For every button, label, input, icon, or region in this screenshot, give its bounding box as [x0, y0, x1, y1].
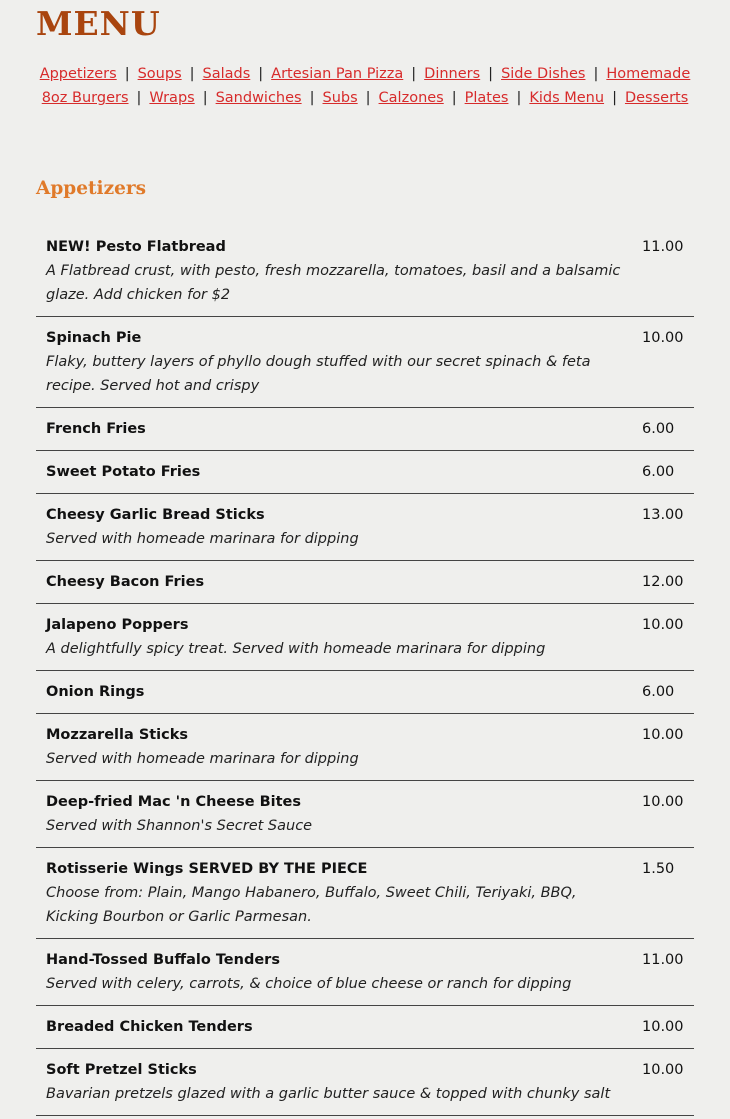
menu-item: [36, 494, 694, 561]
menu-item-info: [46, 723, 642, 771]
nav-separator: |: [593, 66, 599, 82]
menu-item-price: 12.00: [642, 574, 684, 590]
nav-link-appetizers[interactable]: Appetizers: [39, 66, 117, 82]
menu-item-info: [46, 680, 642, 704]
category-nav: [36, 62, 694, 110]
menu-item: [36, 939, 694, 1006]
menu-item-name: French Fries: [46, 421, 146, 437]
menu-item-description: A delightfully spicy treat. Served with homeade marinara for dipping: [46, 641, 546, 657]
menu-item-info: [46, 460, 642, 484]
menu-item-price: 11.00: [642, 952, 684, 968]
menu-item-name: Cheesy Bacon Fries: [46, 574, 205, 590]
nav-link-artesian-pan-pizza[interactable]: Artesian Pan Pizza: [271, 66, 404, 82]
nav-link-sandwiches[interactable]: Sandwiches: [215, 90, 302, 106]
nav-link-calzones[interactable]: Calzones: [378, 90, 444, 106]
menu-item: [36, 451, 694, 494]
nav-separator: |: [612, 90, 617, 106]
menu-item: [36, 848, 694, 939]
menu-item-name: Spinach Pie: [46, 330, 142, 346]
menu-item-info: [46, 235, 642, 307]
menu-item-info: [46, 1058, 642, 1106]
menu-item-price: 6.00: [642, 464, 675, 480]
menu-item-description: Bavarian pretzels glazed with a garlic butter sauce & topped with chunky salt: [46, 1086, 611, 1102]
nav-link-desserts[interactable]: Desserts: [624, 90, 689, 106]
menu-item-name: Cheesy Garlic Bread Sticks: [46, 507, 265, 523]
menu-item-info: [46, 1015, 642, 1039]
menu-item-description: Served with homeade marinara for dipping: [46, 531, 359, 547]
nav-link-plates[interactable]: Plates: [464, 90, 509, 106]
nav-separator: |: [124, 66, 130, 82]
menu-item: [36, 714, 694, 781]
menu-item: [36, 317, 694, 408]
nav-link-subs[interactable]: Subs: [322, 90, 358, 106]
menu-item: [36, 671, 694, 714]
nav-separator: |: [258, 66, 264, 82]
nav-separator: |: [202, 90, 208, 106]
nav-link-wraps[interactable]: Wraps: [149, 90, 195, 106]
page-title: MENU: [36, 4, 161, 43]
menu-item-price: 6.00: [642, 421, 675, 437]
menu-item-name: NEW! Pesto Flatbread: [46, 239, 226, 255]
menu-item: [36, 561, 694, 604]
menu-item-name: Rotisserie Wings SERVED BY THE PIECE: [46, 861, 368, 877]
menu-item-description: A Flatbread crust, with pesto, fresh mozzarella, tomatoes, basil and a balsamic glaze. Add chicken for $2: [46, 263, 621, 303]
menu-item-info: [46, 790, 642, 838]
nav-separator: |: [488, 66, 494, 82]
nav-link-salads[interactable]: Salads: [202, 66, 251, 82]
menu-item-info: [46, 417, 642, 441]
nav-separator: |: [451, 90, 457, 106]
menu-item-price: 10.00: [642, 727, 684, 743]
nav-separator: |: [136, 90, 142, 106]
nav-link-soups[interactable]: Soups: [137, 66, 182, 82]
nav-separator: |: [411, 66, 417, 82]
menu-item-name: Onion Rings: [46, 684, 145, 700]
menu-item-name: Sweet Potato Fries: [46, 464, 201, 480]
nav-separator: |: [516, 90, 522, 106]
menu-item-description: Served with celery, carrots, & choice of blue cheese or ranch for dipping: [46, 976, 572, 992]
menu-item-price: 11.00: [642, 239, 684, 255]
menu-item-description: Served with Shannon's Secret Sauce: [46, 818, 313, 834]
menu-item-description: Served with homeade marinara for dipping: [46, 751, 359, 767]
menu-item-info: [46, 857, 642, 929]
menu-item-name: Jalapeno Poppers: [46, 617, 189, 633]
menu-item-info: [46, 613, 642, 661]
menu-item: [36, 1049, 694, 1116]
nav-separator: |: [189, 66, 195, 82]
menu-item-description: Flaky, buttery layers of phyllo dough stuffed with our secret spinach & feta recipe. Served hot and crispy: [46, 354, 591, 394]
menu-item: [36, 408, 694, 451]
menu-item: [36, 781, 694, 848]
nav-link-dinners[interactable]: Dinners: [424, 66, 481, 82]
menu-item-price: 10.00: [642, 1019, 684, 1035]
menu-item: [36, 226, 694, 317]
nav-separator: |: [365, 90, 371, 106]
menu-item-description: Choose from: Plain, Mango Habanero, Buffalo, Sweet Chili, Teriyaki, BBQ, Kicking Bourbon or Garlic Parmesan.: [46, 885, 577, 925]
section-title: Appetizers: [36, 178, 147, 199]
menu-item-price: 6.00: [642, 684, 675, 700]
nav-link-side-dishes[interactable]: Side Dishes: [501, 66, 586, 82]
menu-item-price: 10.00: [642, 617, 684, 633]
menu-item-name: Hand-Tossed Buffalo Tenders: [46, 952, 280, 968]
menu-list: [36, 226, 694, 1116]
menu-item-name: Deep-fried Mac 'n Cheese Bites: [46, 794, 302, 810]
menu-item-name: Soft Pretzel Sticks: [46, 1062, 197, 1078]
menu-item-info: [46, 326, 642, 398]
menu-item-price: 10.00: [642, 794, 684, 810]
nav-link-homemade-8oz-burgers[interactable]: Homemade 8oz Burgers: [41, 66, 691, 106]
menu-item-price: 1.50: [642, 861, 675, 877]
menu-item: [36, 604, 694, 671]
menu-item-price: 10.00: [642, 330, 684, 346]
nav-link-kids-menu[interactable]: Kids Menu: [529, 90, 605, 106]
nav-separator: |: [309, 90, 315, 106]
menu-item-name: Mozzarella Sticks: [46, 727, 189, 743]
menu-item-name: Breaded Chicken Tenders: [46, 1019, 253, 1035]
menu-item-price: 13.00: [642, 507, 684, 523]
menu-item-info: [46, 503, 642, 551]
menu-item-info: [46, 948, 642, 996]
menu-item: [36, 1006, 694, 1049]
menu-item-price: 10.00: [642, 1062, 684, 1078]
menu-item-info: [46, 570, 642, 594]
